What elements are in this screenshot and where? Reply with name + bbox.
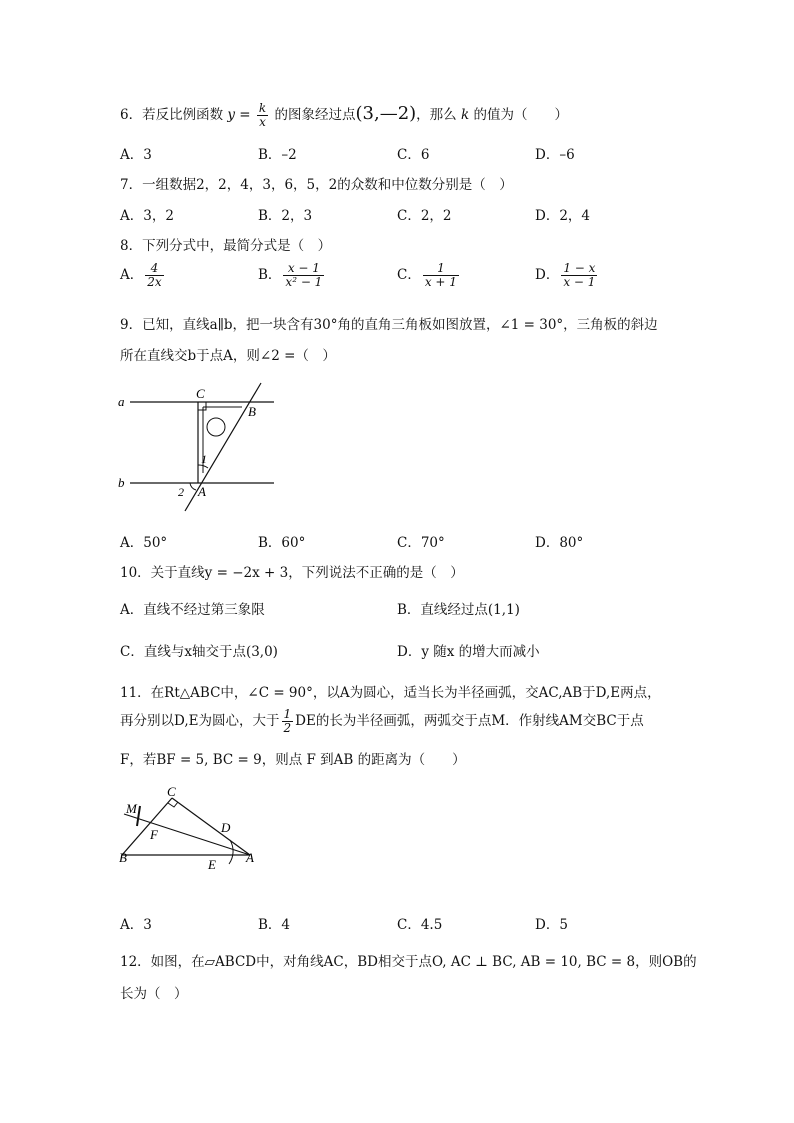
- q11-ray-AM: [124, 814, 250, 855]
- q10-option-c[interactable]: C．直线与x轴交于点(3,0): [120, 644, 278, 660]
- q11-label-C: C: [167, 784, 176, 799]
- q7-option-b[interactable]: B．2，3: [258, 208, 313, 224]
- q6-option-a[interactable]: A．3: [120, 147, 152, 163]
- q9-angle-2-arc: [190, 483, 196, 490]
- q11-label-F: F: [150, 827, 158, 842]
- q9-label-a: a: [118, 394, 125, 409]
- q8-b-num: x − 1: [283, 262, 324, 276]
- q6-fraction: [257, 102, 268, 129]
- q8-d-num: 1 − x: [563, 261, 596, 275]
- q6-text-c: ，那么: [416, 107, 457, 124]
- question-12-line-1: 12．如图，在▱ABCD中，对角线AC，BD相交于点O, AC ⊥ BC, AB = 10, BC = 8，则OB的: [120, 954, 697, 970]
- q10-option-a[interactable]: A．直线不经过第三象限: [120, 602, 265, 618]
- q8-d-label: D．: [535, 267, 560, 284]
- q8-option-d[interactable]: [535, 262, 599, 289]
- q9-label-A: A: [198, 484, 206, 499]
- q11-line2-a: 再分别以D,E为圆心，大于: [120, 713, 280, 730]
- q11-fraction: [282, 708, 294, 735]
- q9-figure: [110, 378, 290, 518]
- q6-frac-num: k: [258, 101, 267, 115]
- q11-option-d[interactable]: D．5: [535, 917, 568, 933]
- q11-label-A: A: [246, 850, 254, 865]
- q8-option-c[interactable]: [397, 262, 461, 289]
- question-9-line-2: 所在直线交b于点A，则∠2 =（ ）: [120, 348, 336, 364]
- q6-option-b[interactable]: B．–2: [258, 147, 297, 163]
- q11-label-D: D: [221, 820, 231, 835]
- q9-label-1: 1: [201, 452, 207, 466]
- q8-d-den: x − 1: [563, 275, 596, 290]
- q10-option-d[interactable]: D．y 随x 的增大而减小: [397, 644, 540, 660]
- q6-option-d[interactable]: D．–6: [535, 147, 575, 163]
- question-11-line-3: F，若BF = 5, BC = 9，则点 F 到AB 的距离为（ ）: [120, 752, 466, 768]
- q6-text-d: 的值为（ ）: [473, 107, 568, 124]
- q11-option-c[interactable]: C．4.5: [397, 917, 443, 933]
- q8-option-a[interactable]: [120, 262, 166, 289]
- q8-option-b[interactable]: [258, 262, 326, 289]
- q11-line2-b: DE的长为半径画弧，两弧交于点M．作射线AM交BC于点: [295, 713, 644, 730]
- q11-option-b[interactable]: B．4: [258, 917, 291, 933]
- q6-point: (3,—2): [355, 103, 417, 125]
- q8-a-label: A．: [120, 267, 144, 284]
- q8-a-num: 4: [145, 262, 163, 276]
- q11-arc-DE: [229, 840, 233, 864]
- q9-triangle-hole: [207, 418, 225, 436]
- q9-label-B: B: [248, 404, 256, 419]
- q9-option-b[interactable]: B．60°: [258, 535, 306, 551]
- q6-text: 6．若反比例函数: [120, 107, 224, 124]
- question-12-line-2: 长为（ ）: [120, 986, 188, 1002]
- q11-label-M: M: [126, 801, 137, 816]
- question-10-stem: 10．关于直线y = −2x + 3，下列说法不正确的是（ ）: [120, 565, 464, 581]
- q7-option-a[interactable]: A．3，2: [120, 208, 174, 224]
- q9-option-c[interactable]: C．70°: [397, 535, 445, 551]
- q8-d-fraction: [561, 262, 597, 289]
- question-8-stem: 8．下列分式中，最简分式是（ ）: [120, 238, 332, 254]
- q11-right-angle-mark: [168, 802, 178, 807]
- q9-label-C: C: [196, 386, 205, 401]
- q6-var: k: [460, 107, 470, 124]
- q11-figure: [110, 782, 270, 877]
- q9-label-2: 2: [178, 485, 184, 499]
- q8-b-fraction: [283, 262, 324, 289]
- q7-option-c[interactable]: C．2，2: [397, 208, 452, 224]
- q9-option-a[interactable]: A．50°: [120, 535, 168, 551]
- q11-label-E: E: [208, 857, 216, 872]
- question-7-stem: 7．一组数据2，2，4，3，6，5，2的众数和中位数分别是（ ）: [120, 177, 513, 193]
- q10-option-b[interactable]: B．直线经过点(1,1): [397, 602, 520, 618]
- q11-side-CA: [172, 798, 250, 855]
- q11-frac-den: 2: [283, 721, 292, 736]
- q11-frac-num: 1: [283, 707, 292, 721]
- q8-a-den: 2x: [147, 275, 162, 290]
- question-9-line-1: 9．已知，直线a∥b，把一块含有30°角的直角三角板如图放置，∠1 = 30°，三角板的斜边: [120, 317, 658, 333]
- q8-b-den: x² − 1: [285, 275, 323, 290]
- q11-label-B: B: [119, 850, 127, 865]
- q9-label-b: b: [118, 475, 125, 490]
- q6-text-b: 的图象经过点: [274, 107, 356, 124]
- question-6-stem: [120, 102, 568, 129]
- q8-b-label: B．: [258, 267, 282, 284]
- q8-c-num: 1: [423, 262, 459, 276]
- q6-option-c[interactable]: C．6: [397, 147, 430, 163]
- q8-c-den: x + 1: [424, 275, 457, 290]
- q9-option-d[interactable]: D．80°: [535, 535, 584, 551]
- q8-c-fraction: [423, 262, 459, 289]
- q8-c-label: C．: [397, 267, 421, 284]
- q8-a-fraction: [145, 262, 163, 289]
- q7-option-d[interactable]: D．2，4: [535, 208, 591, 224]
- q6-function: y =: [227, 107, 251, 124]
- q9-right-angle-mark: [198, 402, 206, 410]
- question-11-line-1: 11．在Rt△ABC中，∠C = 90°，以A为圆心，适当长为半径画弧，交AC,AB于D,E两点，: [120, 685, 661, 701]
- q6-frac-den: x: [259, 115, 266, 130]
- q11-arc-M-mark: [137, 806, 140, 826]
- q11-option-a[interactable]: A．3: [120, 917, 152, 933]
- question-11-line-2: [120, 708, 644, 735]
